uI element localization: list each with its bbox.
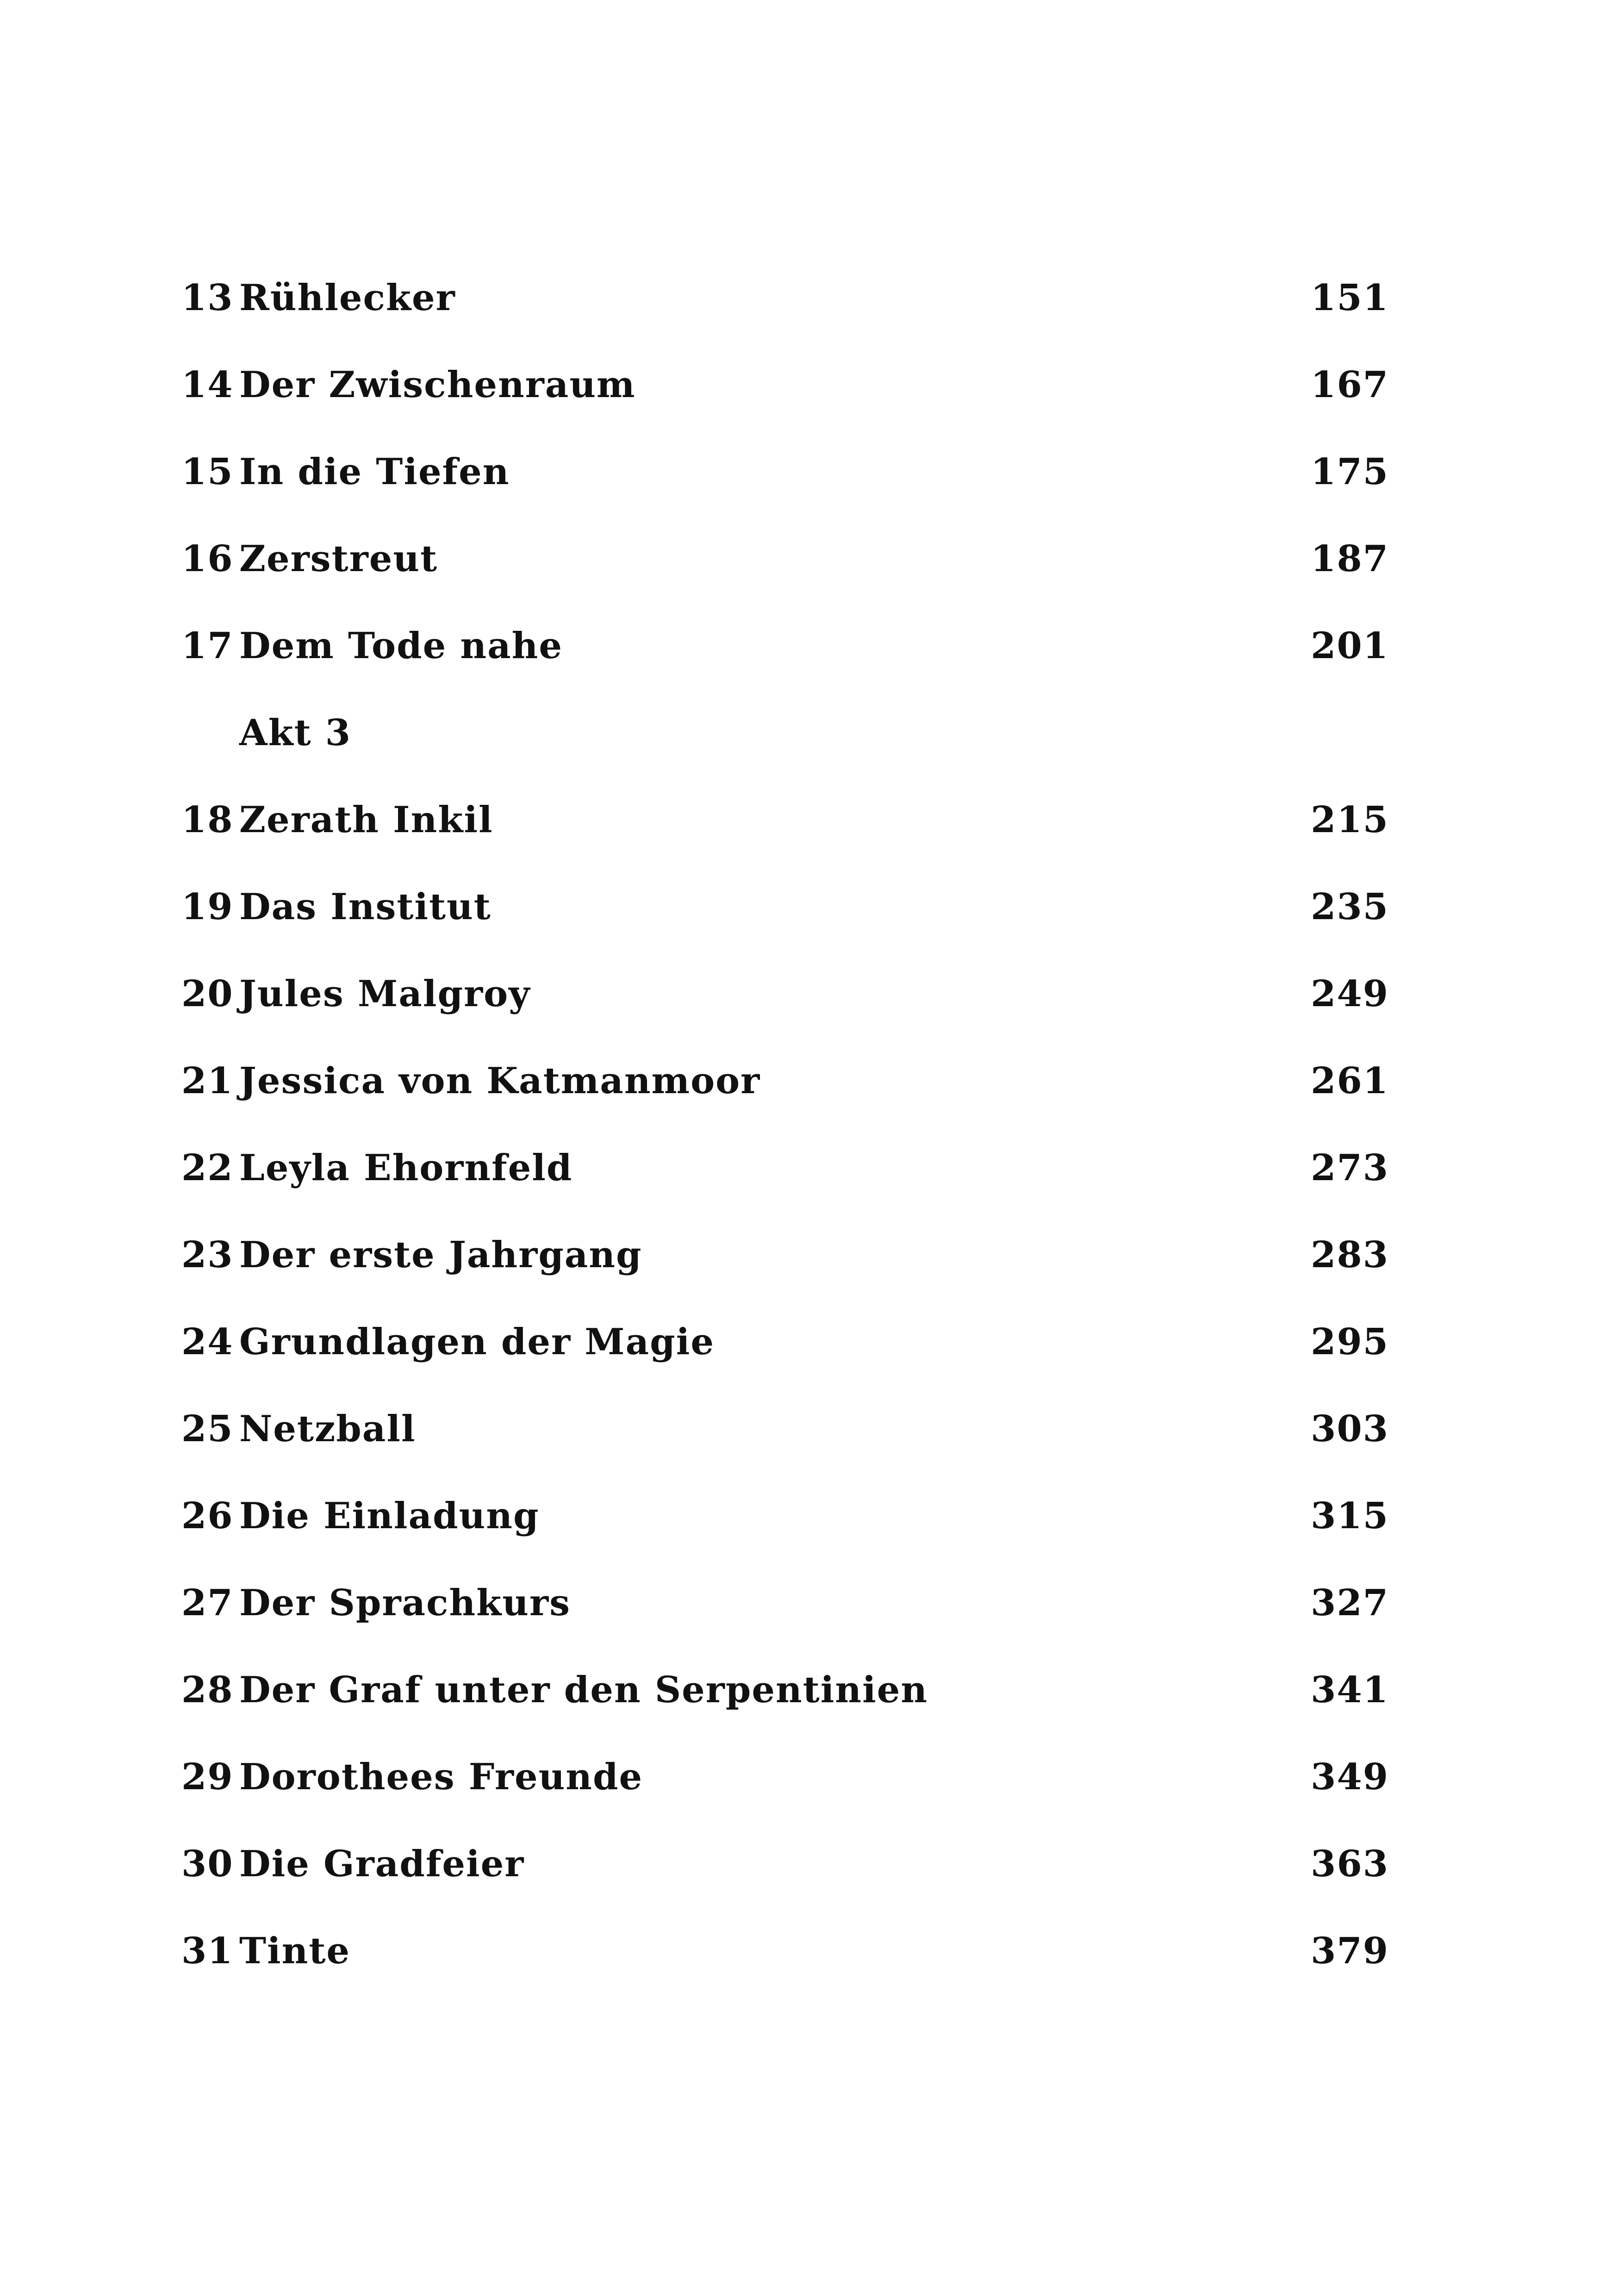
toc-entry[interactable] [181,538,1389,625]
chapter-title: Dorothees Freunde [239,1756,643,1798]
toc-entry[interactable] [181,1843,1389,1930]
chapter-number: 21 [181,1060,234,1102]
chapter-number: 16 [181,538,234,580]
page-number: 175 [1311,451,1389,493]
page-number: 187 [1311,538,1389,580]
chapter-title: Tinte [239,1930,351,1972]
toc-entry[interactable] [181,1408,1389,1495]
page-number: 349 [1311,1756,1389,1798]
chapter-number: 20 [181,973,234,1015]
page-number: 215 [1311,799,1389,841]
chapter-title: Grundlagen der Magie [239,1321,715,1363]
chapter-number: 19 [181,886,234,928]
chapter-title: Netzball [239,1408,416,1450]
toc-entry[interactable] [181,1930,1389,2017]
page-number: 341 [1311,1669,1389,1711]
chapter-title: In die Tiefen [239,451,510,493]
chapter-number: 30 [181,1843,234,1885]
page-number: 235 [1311,886,1389,928]
chapter-number: 31 [181,1930,234,1972]
table-of-contents [181,277,1389,2017]
chapter-title: Der Graf unter den Serpentinien [239,1669,928,1711]
chapter-title: Dem Tode nahe [239,625,563,667]
page-number: 151 [1311,277,1389,319]
page-number: 201 [1311,625,1389,667]
chapter-title: Zerath Inkil [239,799,493,841]
chapter-number: 14 [181,364,234,406]
chapter-title: Zerstreut [239,538,438,580]
page-number: 273 [1311,1147,1389,1189]
toc-entry[interactable] [181,799,1389,886]
page-number: 327 [1311,1582,1389,1624]
chapter-title: Jessica von Katmanmoor [239,1060,761,1102]
chapter-title: Das Institut [239,886,492,928]
chapter-number: 24 [181,1321,234,1363]
chapter-title: Der erste Jahrgang [239,1234,642,1276]
chapter-number: 17 [181,625,234,667]
chapter-number: 23 [181,1234,234,1276]
chapter-number: 13 [181,277,234,319]
page-number: 167 [1311,364,1389,406]
page-number: 303 [1311,1408,1389,1450]
page-number: 315 [1311,1495,1389,1537]
chapter-number: 29 [181,1756,234,1798]
chapter-title: Der Zwischenraum [239,364,636,406]
chapter-number: 25 [181,1408,234,1450]
toc-entry[interactable] [181,1321,1389,1408]
page-number: 283 [1311,1234,1389,1276]
chapter-title: Die Einladung [239,1495,540,1537]
toc-entry[interactable] [181,1669,1389,1756]
chapter-number: 27 [181,1582,234,1624]
part-title: Akt 3 [239,712,352,754]
chapter-title: Die Gradfeier [239,1843,525,1885]
toc-entry[interactable] [181,451,1389,538]
chapter-number: 15 [181,451,234,493]
toc-entry[interactable] [181,1234,1389,1321]
chapter-number: 28 [181,1669,234,1711]
toc-entry[interactable] [181,1147,1389,1234]
toc-entry[interactable] [181,277,1389,364]
chapter-number: 26 [181,1495,234,1537]
chapter-title: Der Sprachkurs [239,1582,571,1624]
page-number: 261 [1311,1060,1389,1102]
toc-entry[interactable] [181,973,1389,1060]
toc-entry[interactable] [181,1495,1389,1582]
page-number: 295 [1311,1321,1389,1363]
page-number: 363 [1311,1843,1389,1885]
toc-entry[interactable] [181,1582,1389,1669]
toc-entry[interactable] [181,1060,1389,1147]
chapter-title: Rühlecker [239,277,456,319]
toc-entry[interactable] [181,1756,1389,1843]
chapter-number: 18 [181,799,234,841]
chapter-title: Jules Malgroy [239,973,531,1015]
chapter-title: Leyla Ehornfeld [239,1147,573,1189]
toc-entry[interactable] [181,364,1389,451]
toc-entry[interactable] [181,886,1389,973]
page-number: 379 [1311,1930,1389,1972]
toc-entry[interactable] [181,625,1389,712]
chapter-number: 22 [181,1147,234,1189]
toc-part-heading [181,712,1389,799]
page-number: 249 [1311,973,1389,1015]
